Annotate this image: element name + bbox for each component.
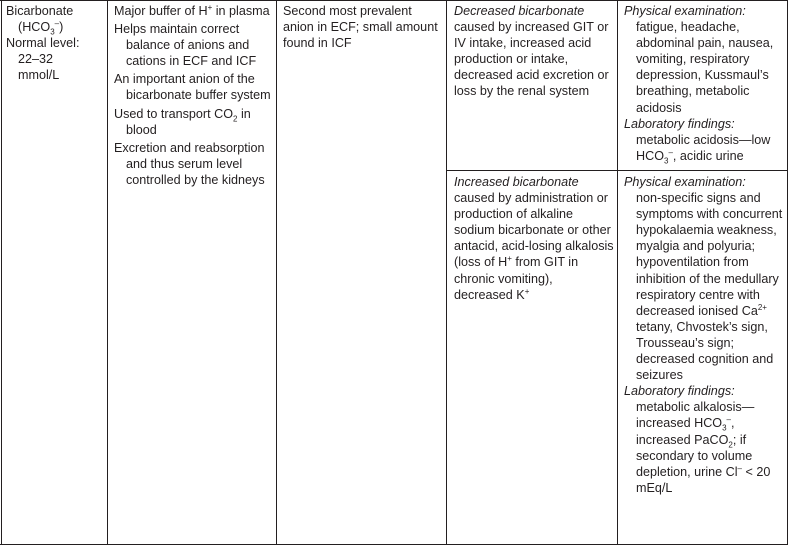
decreased-lab-label: Laboratory findings: [624, 116, 735, 131]
normal-level-label: Normal level: [6, 36, 80, 51]
increased-pe-text: non-specific signs and symptoms with concurrent hypokalaemia weakness, myalgia and polyuria; hypoventilation from inhibition of the medullary respiratory centre with decreased ionised $Ca^{2+}$ tetany, Chvostek’s sign, Trousseau’s sign; decreased cognition and seizures [636, 191, 783, 383]
increased-lab-label: Laboratory findings: [624, 384, 735, 399]
electrolyte-cell [6, 3, 105, 83]
function-item: Helps maintain correct balance of anions and cations in ECF and ICF [114, 22, 257, 69]
location-cell [283, 3, 443, 51]
location-text: Second most prevalent anion in ECF; small amount found in ICF [283, 4, 438, 51]
column-rule-2 [276, 0, 277, 545]
decreased-heading: Decreased bicarbonate [454, 4, 585, 18]
decreased-cause: caused by increased GIT or IV intake, increased acid production or intake, decreased acid excretion or loss by the renal system [454, 20, 609, 99]
column-rule-4 [617, 0, 618, 545]
column-rule-3 [446, 0, 447, 545]
table-top-rule [0, 0, 788, 1]
function-item: An important anion of the bicarbonate buffer system [114, 72, 271, 103]
increased-cause: caused by administration or production of alkaline sodium bicarbonate or other antacid, acid-losing alkalosis (loss of H+ from GIT in chronic vomiting), decreased K+ [454, 191, 614, 302]
increased-cause-cell [454, 174, 614, 303]
function-item: Excretion and reabsorption and thus serum level controlled by the kidneys [114, 140, 265, 187]
decreased-lab-text: metabolic acidosis—low $HCO_3^-$, acidic urine [636, 132, 771, 166]
decreased-pe-label: Physical examination: [624, 4, 746, 18]
increased-heading: Increased bicarbonate [454, 175, 579, 189]
decreased-pe-text: fatigue, headache, abdominal pain, nausea, vomiting, respiratory depression, Kussmaul’s breathing, metabolic acidosis [636, 20, 774, 115]
normal-level-value: 22–32 [18, 52, 54, 67]
normal-level-unit: mmol/L [18, 68, 60, 83]
electrolyte-name: Bicarbonate [6, 4, 74, 18]
decreased-findings-cell [624, 3, 786, 164]
increased-lab-text: metabolic alkalosis—increased $HCO_3^-$, increased PaCO$_2$; if secondary to volume depletion, urine Cl– < 20 mEq/L [636, 400, 771, 495]
increased-pe-label: Physical examination: [624, 175, 746, 189]
column-rule-1 [107, 0, 108, 545]
column-rule-0 [1, 0, 2, 545]
increased-findings-cell [624, 174, 786, 496]
function-item: Major buffer of H+ in plasma [114, 2, 270, 18]
function-item: Used to transport $CO_2$ in blood [114, 106, 251, 137]
row-divider [446, 170, 788, 171]
electrolyte-formula: $(HCO_3^-)$ [18, 18, 64, 37]
function-cell [114, 3, 272, 190]
decreased-cause-cell [454, 3, 614, 100]
